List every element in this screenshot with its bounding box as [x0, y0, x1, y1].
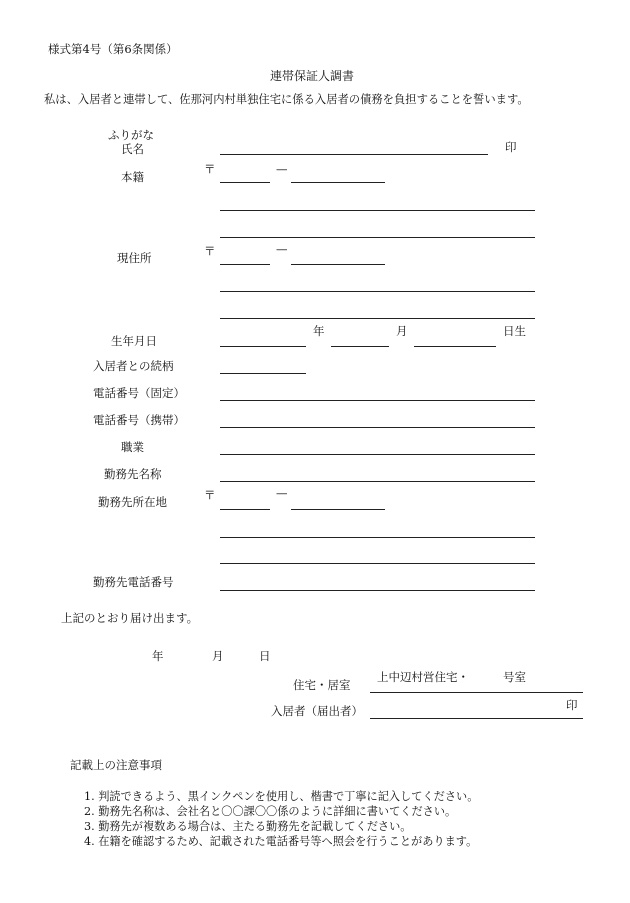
address-postal-first-field[interactable] — [220, 264, 270, 265]
furigana-label: ふりがな — [108, 128, 154, 142]
note-item-1: 1. 判読できるよう、黒インクペンを使用し、楷書で丁寧に記入してください。 — [84, 790, 479, 803]
birth-year-field[interactable] — [220, 346, 306, 347]
honseki-postal-dash: — — [276, 162, 288, 176]
address-label: 現住所 — [117, 251, 152, 265]
workplace-postal-second-field[interactable] — [291, 509, 385, 510]
address-postal-mark: 〒 — [204, 244, 216, 258]
birth-year-label: 年 — [313, 324, 325, 338]
address-line-1[interactable] — [220, 291, 535, 292]
submission-day-label: 日 — [259, 649, 271, 663]
note-item-4: 4. 在籍を確認するため、記載された電話番号等へ照会を行うことがあります。 — [84, 835, 478, 848]
name-label: 氏名 — [121, 142, 144, 156]
submission-statement: 上記のとおり届け出ます。 — [61, 611, 199, 625]
phone-mobile-field[interactable] — [220, 427, 535, 428]
applicant-field[interactable] — [370, 718, 583, 719]
workplace-address-label: 勤務先所在地 — [98, 495, 167, 509]
room-label: 号室 — [503, 670, 526, 684]
workplace-address-line-1[interactable] — [220, 537, 535, 538]
honseki-postal-second-field[interactable] — [291, 182, 385, 183]
residence-field[interactable] — [370, 692, 583, 693]
note-item-2: 2. 勤務先名称は、会社名と〇〇課〇〇係のように詳細に書いてください。 — [84, 805, 457, 818]
honseki-label: 本籍 — [121, 170, 144, 184]
birth-day-label: 日生 — [503, 324, 526, 338]
applicant-seal-label: 印 — [566, 698, 578, 712]
birth-month-field[interactable] — [331, 346, 389, 347]
workplace-address-line-2[interactable] — [220, 563, 535, 564]
page-title: 連帯保証人調書 — [270, 69, 355, 83]
workplace-postal-first-field[interactable] — [220, 509, 270, 510]
phone-fixed-field[interactable] — [220, 400, 535, 401]
notes-heading: 記載上の注意事項 — [70, 758, 162, 772]
submission-year-label: 年 — [152, 649, 164, 663]
address-postal-dash: — — [276, 242, 288, 256]
address-postal-second-field[interactable] — [291, 264, 385, 265]
workplace-postal-mark: 〒 — [204, 488, 216, 502]
address-line-2[interactable] — [220, 318, 535, 319]
honseki-address-line-2[interactable] — [220, 237, 535, 238]
residence-value: 上中辺村営住宅・ — [377, 670, 469, 684]
occupation-field[interactable] — [220, 454, 535, 455]
occupation-label: 職業 — [121, 440, 144, 454]
name-seal-label: 印 — [505, 140, 517, 154]
residence-label: 住宅・居室 — [293, 678, 351, 692]
relation-field[interactable] — [220, 373, 306, 374]
workplace-name-field[interactable] — [220, 481, 535, 482]
note-item-3: 3. 勤務先が複数ある場合は、主たる勤務先を記載してください。 — [84, 820, 412, 833]
birth-day-field[interactable] — [414, 346, 496, 347]
honseki-address-line-1[interactable] — [220, 210, 535, 211]
submission-month-label: 月 — [212, 649, 224, 663]
form-number: 様式第4号（第6条関係） — [48, 42, 178, 56]
applicant-label: 入居者（届出者） — [271, 704, 363, 718]
phone-fixed-label: 電話番号（固定） — [93, 386, 185, 400]
honseki-postal-first-field[interactable] — [220, 182, 270, 183]
honseki-postal-mark: 〒 — [204, 162, 216, 176]
workplace-phone-field[interactable] — [220, 590, 535, 591]
declaration-text: 私は、入居者と連帯して、佐那河内村単独住宅に係る入居者の債務を負担することを誓います。 — [44, 93, 529, 106]
birth-month-label: 月 — [396, 324, 408, 338]
workplace-phone-label: 勤務先電話番号 — [93, 575, 174, 589]
relation-label: 入居者との続柄 — [93, 359, 174, 373]
name-field[interactable] — [220, 154, 488, 155]
workplace-name-label: 勤務先名称 — [104, 467, 162, 481]
workplace-postal-dash: — — [276, 486, 288, 500]
birth-label: 生年月日 — [111, 334, 157, 348]
phone-mobile-label: 電話番号（携帯） — [93, 413, 185, 427]
